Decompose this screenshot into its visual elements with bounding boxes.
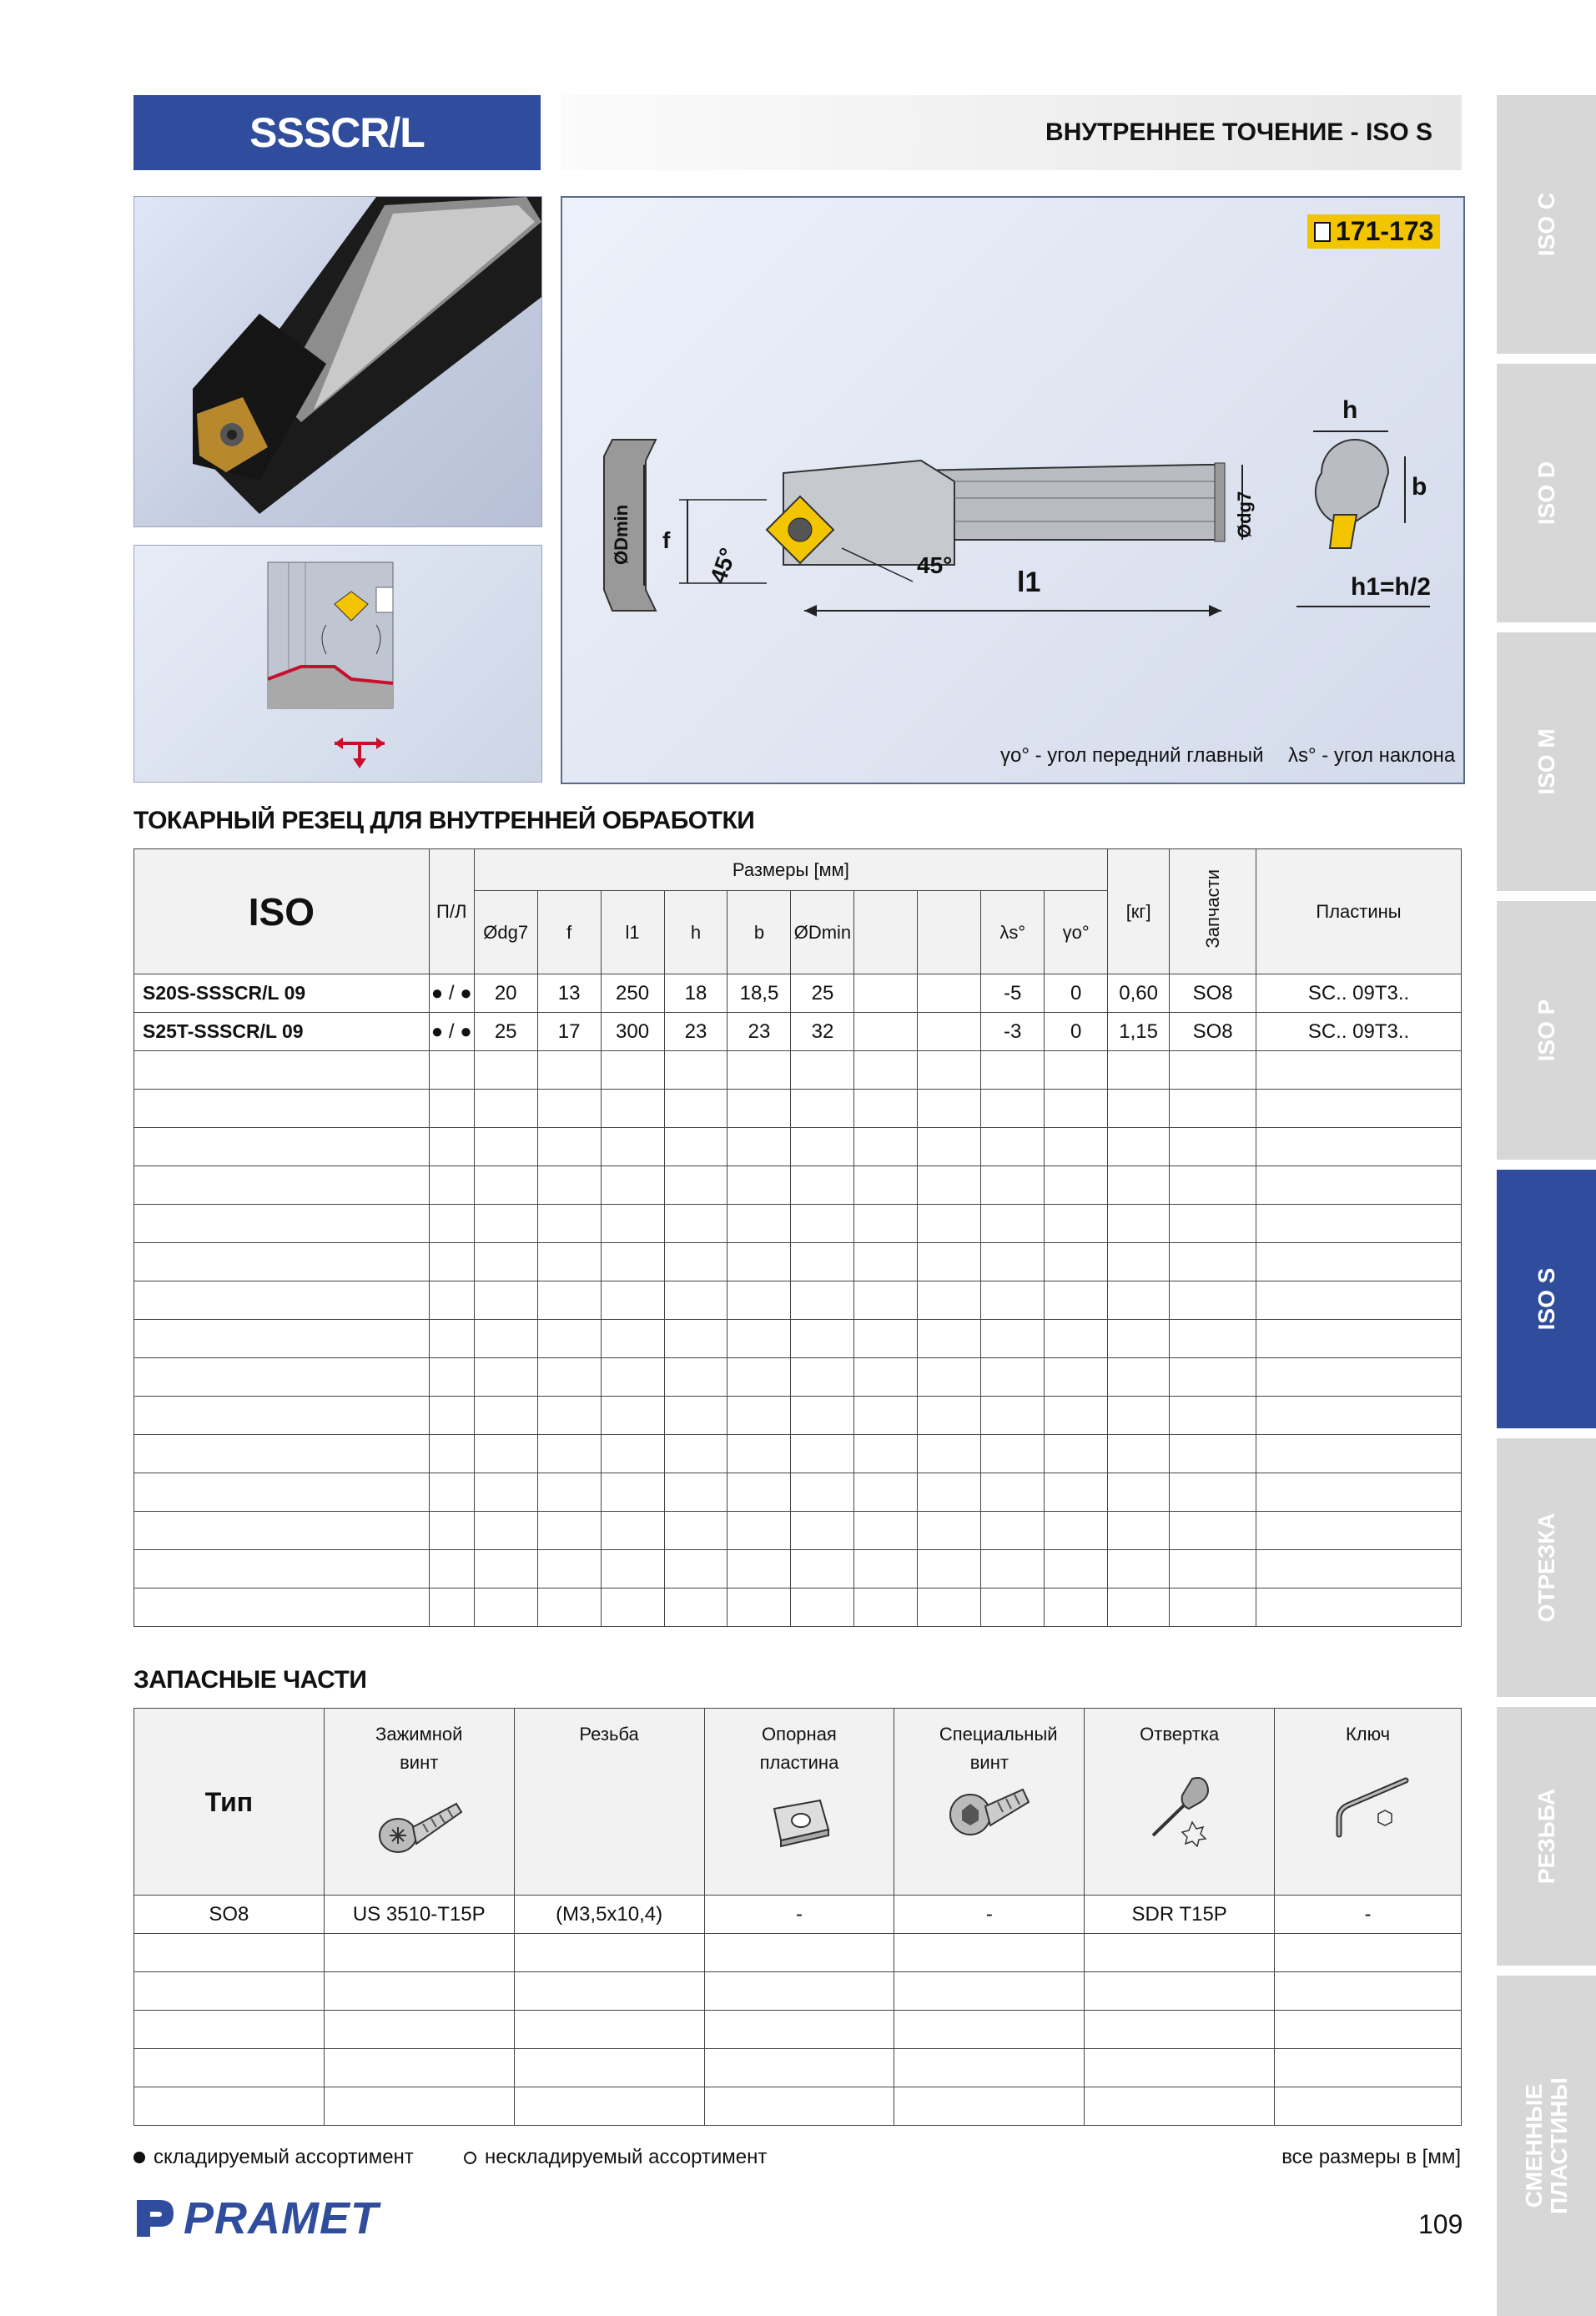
tool-photo: [133, 196, 542, 527]
col-l1: l1: [601, 891, 664, 974]
col-sizes: Размеры [мм]: [474, 849, 1107, 891]
col-empty-2: [918, 891, 981, 974]
table-row: [134, 2049, 1462, 2087]
page-ref: 171-173: [1336, 216, 1434, 246]
side-tab-iso-p[interactable]: ISO P: [1497, 901, 1596, 1160]
technical-drawing: [561, 196, 1465, 784]
table-row: S20S-SSSCR/L 09 ● / ● 20 13 250 18 18,5 25 -5 0 0,60 SO8 SC.. 09T3..: [134, 974, 1462, 1013]
page-subtitle: ВНУТРЕННЕЕ ТОЧЕНИЕ - ISO S: [1045, 118, 1432, 146]
col-shim: Опорная пластина: [704, 1709, 894, 1896]
table-row: [134, 1281, 1462, 1320]
side-tab-iso-c[interactable]: ISO C: [1497, 95, 1596, 354]
table-row: [134, 1243, 1462, 1281]
dim-b: b: [1412, 473, 1427, 501]
legend-nonstock: нескладируемый ассортимент: [464, 2146, 767, 2169]
dim-f: f: [662, 527, 671, 553]
col-dg7: Ødg7: [474, 891, 537, 974]
table-row: [134, 2011, 1462, 2049]
hex-key-icon: [1327, 1772, 1410, 1839]
empty-rows: [134, 1051, 1462, 1627]
document-icon: [1314, 222, 1331, 242]
table-row: [134, 1512, 1462, 1550]
col-screwdriver: Отвертка: [1085, 1709, 1275, 1896]
table-row: [134, 1320, 1462, 1358]
empty-rows: [134, 1934, 1462, 2126]
dim-h: h: [1342, 396, 1358, 424]
special-screw-icon: [944, 1777, 1035, 1844]
col-dmin: ØDmin: [791, 891, 854, 974]
open-dot-icon: [464, 2152, 476, 2164]
filled-dot-icon: [133, 2152, 145, 2163]
col-clamp-screw: Зажимной винт: [324, 1709, 514, 1896]
col-key: Ключ: [1275, 1709, 1462, 1896]
side-tab-iso-m[interactable]: ISO M: [1497, 632, 1596, 891]
screwdriver-icon: [1138, 1772, 1221, 1847]
legend-gamma: γo° - угол передний главный: [1000, 744, 1264, 767]
col-special-screw: Специальный винт: [894, 1709, 1085, 1896]
col-gamma: γo°: [1045, 891, 1108, 974]
col-type: Тип: [134, 1709, 325, 1896]
machining-schema: [133, 545, 542, 783]
dim-angle-bottom: 45°: [917, 552, 953, 578]
col-lambda: λs°: [981, 891, 1045, 974]
dim-l1: l1: [1017, 566, 1041, 598]
table-row: [134, 1473, 1462, 1512]
side-tab-parting[interactable]: ОТРЕЗКА: [1497, 1438, 1596, 1697]
col-spares: Запчасти: [1170, 849, 1256, 974]
dim-dg7: Ødg7: [1234, 491, 1255, 538]
units-note: все размеры в [мм]: [1281, 2146, 1461, 2168]
table-row: [134, 1358, 1462, 1397]
side-tab-iso-s[interactable]: ISO S: [1497, 1170, 1596, 1428]
page-ref-badge[interactable]: [1307, 214, 1440, 249]
dim-angle-side: 45°: [704, 544, 742, 587]
side-tab-threading[interactable]: РЕЗЬБА: [1497, 1707, 1596, 1966]
spares-table: [133, 1708, 1462, 2126]
table-row: [134, 1128, 1462, 1166]
col-iso: ISO: [134, 849, 430, 974]
table-row: [134, 1166, 1462, 1205]
legend-stock: складируемый ассортимент: [133, 2146, 414, 2169]
dimension-drawing: [562, 198, 1463, 783]
table-row: [134, 2087, 1462, 2126]
col-inserts: Пластины: [1256, 849, 1462, 974]
dim-dmin: ØDmin: [611, 504, 632, 565]
col-b: b: [728, 891, 791, 974]
dim-h1: h1=h/2: [1351, 573, 1431, 601]
col-f: f: [537, 891, 601, 974]
legend-lambda: λs° - угол наклона: [1288, 744, 1456, 767]
table-row: [134, 1550, 1462, 1588]
table-row: [134, 1051, 1462, 1090]
table-row: S25T-SSSCR/L 09 ● / ● 25 17 300 23 23 32 -3 0 1,15 SO8 SC.. 09T3..: [134, 1013, 1462, 1051]
shim-icon: [758, 1792, 841, 1850]
table-row: [134, 1972, 1462, 2011]
table-row: [134, 1934, 1462, 1972]
side-tab-inserts[interactable]: СМЕННЫЕ ПЛАСТИНЫ: [1497, 1976, 1596, 2316]
tools-table: [133, 848, 1462, 1627]
table-row: [134, 1397, 1462, 1435]
table-row: [134, 1090, 1462, 1128]
page-number: 109: [1418, 2209, 1463, 2239]
table-row: [134, 1205, 1462, 1243]
section-title-tools: ТОКАРНЫЙ РЕЗЕЦ ДЛЯ ВНУТРЕННЕЙ ОБРАБОТКИ: [133, 807, 755, 834]
pramet-logo-icon: [133, 2197, 177, 2240]
col-thread: Резьба: [514, 1709, 704, 1896]
section-title-spares: ЗАПАСНЫЕ ЧАСТИ: [133, 1666, 367, 1694]
table-row: [134, 1588, 1462, 1627]
col-pl: П/Л: [429, 849, 474, 974]
side-tab-iso-d[interactable]: ISO D: [1497, 364, 1596, 622]
col-empty-1: [854, 891, 918, 974]
page-title: SSSCR/L: [133, 95, 541, 170]
brand-logo: PRAMET: [133, 2193, 379, 2244]
col-kg: [кг]: [1108, 849, 1170, 974]
table-row: [134, 1435, 1462, 1473]
col-h: h: [664, 891, 728, 974]
clamp-screw-icon: [373, 1792, 465, 1859]
table-row: SO8 US 3510-T15P (M3,5x10,4) - - SDR T15P -: [134, 1896, 1462, 1934]
